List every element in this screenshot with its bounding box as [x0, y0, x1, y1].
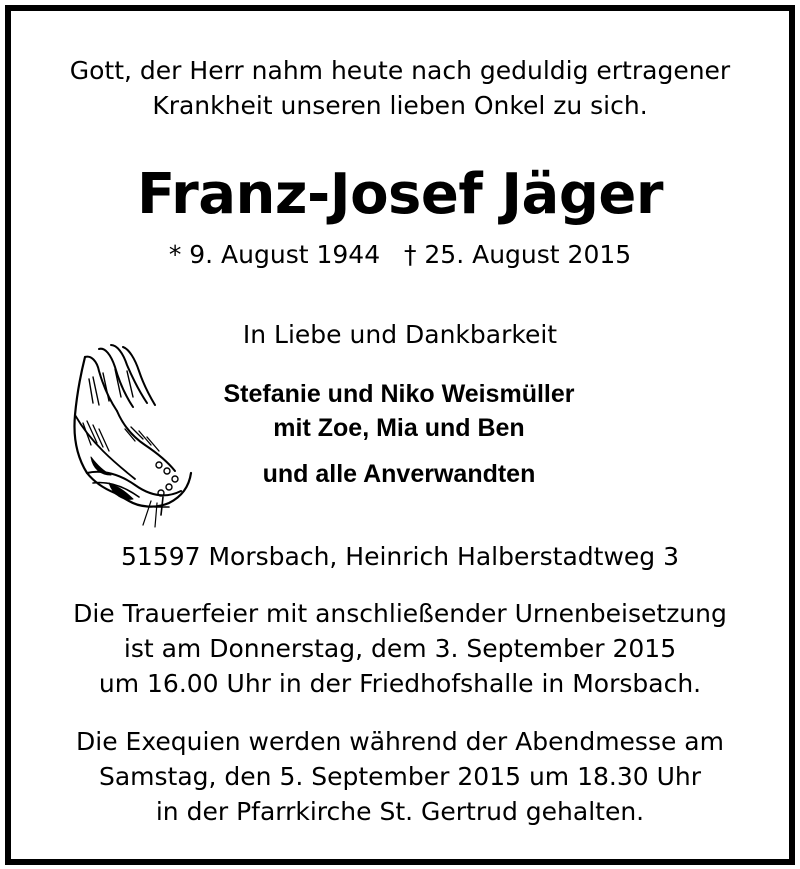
funeral-line: Die Trauerfeier mit anschließender Urnenbeisetzung: [73, 599, 727, 628]
obituary-notice: [5, 5, 795, 865]
praying-hands-icon: [63, 333, 203, 529]
deceased-name: Franz-Josef Jäger: [136, 162, 664, 227]
intro-text: [11, 53, 789, 123]
love-line: In Liebe und Dankbarkeit: [242, 320, 558, 349]
intro-line: Gott, der Herr nahm heute nach geduldig ertragener: [69, 56, 731, 85]
family-line: mit Zoe, Mia und Ben: [273, 414, 525, 442]
funeral-info: [11, 596, 789, 701]
exequien-line: Samstag, den 5. September 2015 um 18.30 Uhr: [98, 762, 702, 791]
family-names: [189, 377, 609, 445]
relatives-line: und alle Anverwandten: [262, 460, 536, 488]
family-line: Stefanie und Niko Weismüller: [223, 380, 575, 408]
intro-line: Krankheit unseren lieben Onkel zu sich.: [152, 91, 648, 120]
address: 51597 Morsbach, Heinrich Halberstadtweg 3: [120, 542, 679, 571]
exequien-line: in der Pfarrkirche St. Gertrud gehalten.: [155, 797, 645, 826]
exequien-line: Die Exequien werden während der Abendmesse am: [76, 727, 724, 756]
exequien-info: [11, 724, 789, 829]
life-dates: * 9. August 1944 † 25. August 2015: [168, 240, 632, 269]
funeral-line: ist am Donnerstag, dem 3. September 2015: [123, 634, 677, 663]
funeral-line: um 16.00 Uhr in der Friedhofshalle in Morsbach.: [98, 669, 702, 698]
